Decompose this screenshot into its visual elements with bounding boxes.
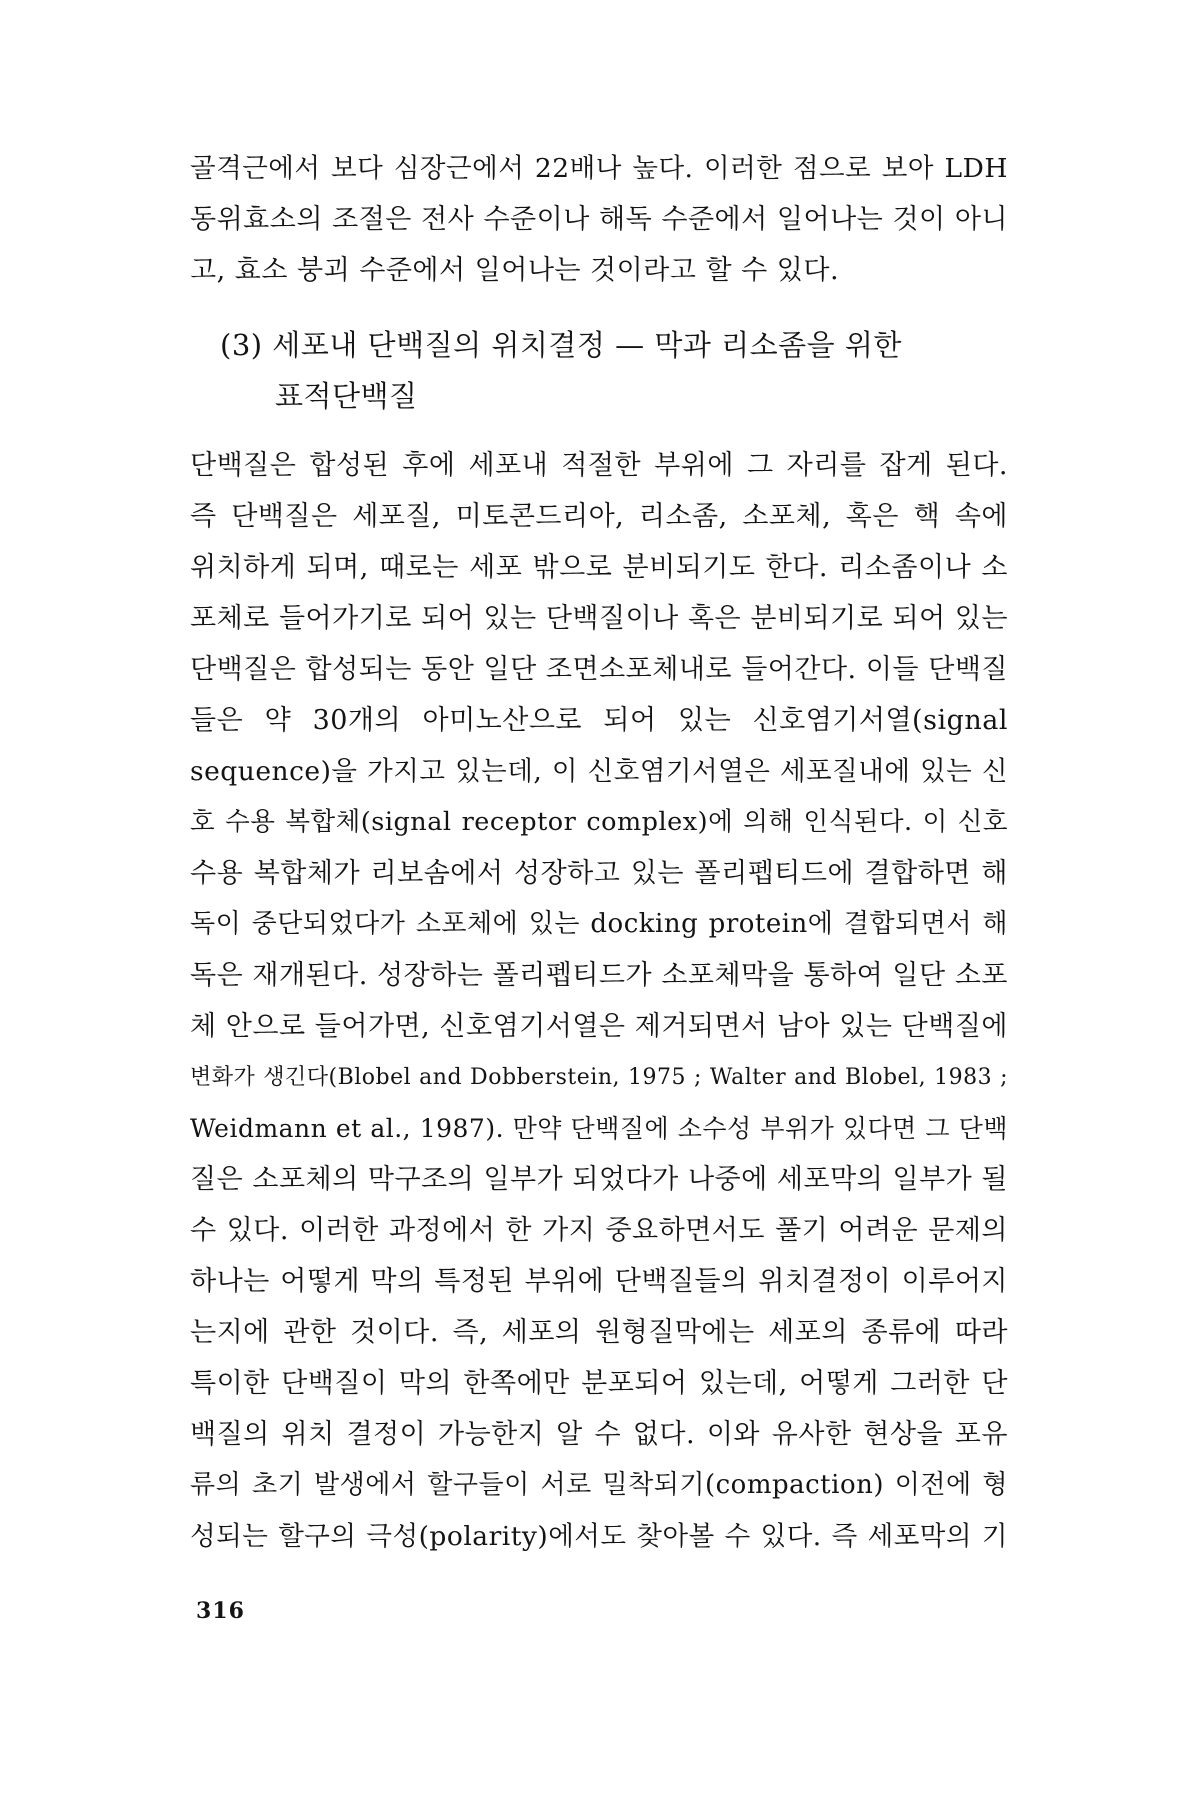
body-line: 위치하게 되며, 때로는 세포 밖으로 분비되기도 한다. 리소좀이나 소 [190,552,1008,583]
body-line: 즉 단백질은 세포질, 미토콘드리아, 리소좀, 소포체, 혹은 핵 속에 [190,501,1008,532]
intro-line: 동위효소의 조절은 전사 수준이나 해독 수준에서 일어나는 것이 아니 [190,204,1008,235]
body-line: Weidmann et al., 1987). 만약 단백질에 소수성 부위가 있다면 그 단백 [190,1114,1008,1143]
body-line: 체 안으로 들어가면, 신호염기서열은 제거되면서 남아 있는 단백질에 [190,1011,1008,1042]
body-line: 독이 중단되었다가 소포체에 있는 docking protein에 결합되면서 해 [190,909,1008,939]
body-line: 하나는 어떻게 막의 특정된 부위에 단백질들의 위치결정이 이루어지 [190,1266,1008,1297]
body-line: sequence)을 가지고 있는데, 이 신호염기서열은 세포질내에 있는 신 [190,756,1008,787]
body-line: 는지에 관한 것이다. 즉, 세포의 원형질막에는 세포의 종류에 따라 [190,1317,1008,1348]
body-line: 질은 소포체의 막구조의 일부가 되었다가 나중에 세포막의 일부가 될 [190,1164,1008,1195]
body-line: 수용 복합체가 리보솜에서 성장하고 있는 폴리펩티드에 결합하면 해 [190,858,1008,889]
page-number: 316 [196,1598,245,1624]
body-line: 백질의 위치 결정이 가능한지 알 수 없다. 이와 유사한 현상을 포유 [190,1419,1008,1450]
intro-line: 고, 효소 붕괴 수준에서 일어나는 것이라고 할 수 있다. [190,255,840,286]
body-line: 독은 재개된다. 성장하는 폴리펩티드가 소포체막을 통하여 일단 소포 [190,960,1008,991]
body-line: 류의 초기 발생에서 할구들이 서로 밀착되기(compaction) 이전에 형 [190,1470,1008,1500]
body-line: 들은 약 30개의 아미노산으로 되어 있는 신호염기서열(signal [190,705,1008,736]
intro-paragraph [190,143,1008,296]
section-heading-line: (3) 세포내 단백질의 위치결정 — 막과 리소좀을 위한 [220,328,902,362]
body-line: 수 있다. 이러한 과정에서 한 가지 중요하면서도 풀기 어려운 문제의 [190,1215,1008,1246]
body-line: 단백질은 합성된 후에 세포내 적절한 부위에 그 자리를 잡게 된다. [190,450,1008,481]
body-line: 호 수용 복합체(signal receptor complex)에 의해 인식된다. 이 신호 [190,807,1008,837]
body-line: 특이한 단백질이 막의 한쪽에만 분포되어 있는데, 어떻게 그러한 단 [190,1368,1008,1399]
body-paragraph [190,440,1008,1562]
section-heading [220,320,1020,422]
body-line: 포체로 들어가기로 되어 있는 단백질이나 혹은 분비되기로 되어 있는 [190,603,1008,634]
body-line: 변화가 생긴다(Blobel and Dobberstein, 1975 ; Walter and Blobel, 1983 ; [190,1065,1008,1090]
intro-line: 골격근에서 보다 심장근에서 22배나 높다. 이러한 점으로 보아 LDH [190,153,1008,184]
body-line: 성되는 할구의 극성(polarity)에서도 찾아볼 수 있다. 즉 세포막의 기 [190,1521,1008,1552]
body-line: 단백질은 합성되는 동안 일단 조면소포체내로 들어간다. 이들 단백질 [190,654,1008,685]
section-heading-line: 표적단백질 [275,379,418,413]
